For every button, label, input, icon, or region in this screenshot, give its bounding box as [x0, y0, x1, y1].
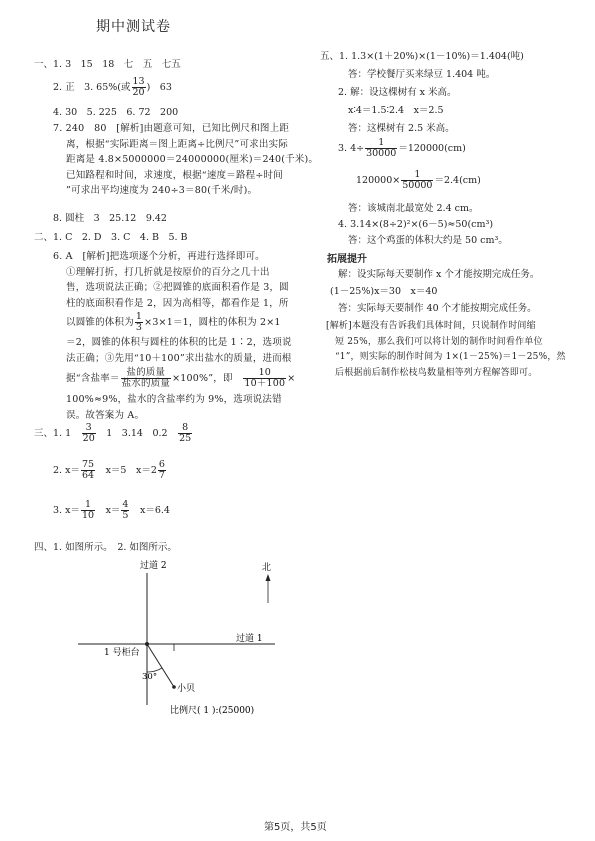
- s1-q7-line: 离，根据“实际距离＝图上距离÷比例尺”可求出实际: [66, 138, 288, 150]
- s2-line: 二、1. C 2. D 3. C 4. B 5. B: [34, 232, 188, 243]
- frac: $\frac{4}{5}$: [122, 499, 129, 521]
- s2-q6-line: 误。故答案为 A。: [66, 409, 145, 421]
- s2-q6: [53, 249, 295, 423]
- frac-one-third: $\frac{1}{3}$: [135, 311, 143, 333]
- s5-q3-line2: 120000× $\frac{1}{50000}$ ＝2.4(cm): [356, 169, 481, 191]
- s5-q1-answer: 答：学校餐厅买来绿豆 1.404 吨。: [348, 69, 496, 80]
- s1-q8: 8. 圆柱 3 25.12 9.42: [53, 213, 167, 224]
- road-1-label: 过道 1: [236, 634, 263, 644]
- s2-q6-line: ①理解打折，打几折就是按原价的百分之几十出: [66, 266, 270, 278]
- location-diagram: [70, 555, 300, 725]
- s5-q1: 五、1. 1.3×(1＋20%)×(1－10%)＝1.404(吨): [320, 51, 524, 62]
- s5-q4-answer: 答：这个鸡蛋的体积大约是 50 cm³。: [348, 235, 508, 246]
- s2-q6-line: 法正确；③先用“10＋100”求出盐水的质量，进而根: [66, 352, 292, 364]
- extension-line: 解：设实际每天要制作 x 个才能按期完成任务。: [338, 269, 540, 280]
- frac: $\frac{3}{20}$: [82, 422, 95, 444]
- frac: $\frac{8}{25}$: [179, 422, 192, 444]
- road-2-label: 过道 2: [140, 561, 167, 571]
- s1-q7-line: 距离是 4.8×5000000＝24000000(厘米)＝240(千米)。: [66, 154, 319, 165]
- angle-label: 30°: [142, 672, 158, 682]
- s1-q7-line: ”可求出平均速度为 240÷3＝80(千米/时)。: [66, 185, 258, 196]
- s1-q2-pre: 2. 正 3. 65%(或: [53, 81, 131, 93]
- analysis-line: “1”，则实际的制作时间为 1×(1－25%)＝1－25%，然: [335, 352, 566, 362]
- north-arrow-icon: [266, 574, 271, 581]
- frac: $\frac{6}{7}$: [158, 459, 165, 481]
- frac: $\frac{1}{10}$: [81, 499, 95, 521]
- xiaobei-label: 小贝: [177, 684, 196, 694]
- s2-q6-line: 据“含盐率＝ $\frac{\text{盐的质量}}{\text{盐水的质量}}$ ×100%”，即 $\frac{10}{10+100}$ ×: [66, 367, 296, 389]
- analysis-line: 后根据前后制作松枝鸟数量相等列方程解答即可。: [335, 367, 538, 378]
- s2-q6-line: 100%≈9%，盐水的含盐率约为 9%，选项说法错: [66, 394, 282, 405]
- s1-q1: 一、1. 3 15 18 七 五 七五: [34, 59, 181, 70]
- s2-q6-line: 以圆锥的体积为 $\frac{1}{3}$ ×3×1＝1，圆柱的体积为 2×1: [66, 311, 281, 333]
- s2-q6-line: 6. A [解析]把选项逐个分析，再进行选择即可。: [53, 251, 265, 262]
- s3-q3: 3. x＝ $\frac{1}{10}$ x＝ $\frac{4}{5}$ x＝6.4: [53, 499, 170, 521]
- scale-label: 比例尺( 1 ):(25000): [170, 706, 255, 716]
- page-title: 期中测试卷: [96, 19, 171, 35]
- cabinet-label: 1 号柜台: [104, 648, 140, 658]
- xiaobei-point: [172, 685, 176, 689]
- s1-q7-line: 已知路程和时间，求速度，根据“速度＝路程÷时间: [66, 169, 283, 181]
- s5-q2-answer: 答：这棵树有 2.5 米高。: [348, 123, 455, 134]
- s5-q3-line1: 3. 4÷ $\frac{1}{30000}$ ＝120000(cm): [338, 137, 466, 159]
- s1-q7-line: 7. 240 80 [解析]由题意可知，已知比例尺和图上距: [53, 123, 290, 134]
- s1-q2-post: ) 63: [146, 81, 172, 93]
- s5-q2: 2. 解：设这棵树有 x 米高。: [338, 87, 457, 98]
- s1-q4: 4. 30 5. 225 6. 72 200: [53, 107, 179, 118]
- s1-q7: [53, 121, 318, 199]
- s2-q6-line: 柱的底面积看作是 2，因为高相等，都看作是 1，所: [66, 297, 289, 309]
- frac-salt-rate: $\frac{\text{盐的质量}}{\text{盐水的质量}}$: [121, 367, 171, 389]
- s1-q2-frac: $\frac{13}{20}$: [132, 76, 145, 98]
- extension-analysis: [326, 319, 566, 381]
- s2-q6-line: ＝2，圆锥的体积与圆柱的体积的比是 1∶2，选项说: [66, 337, 292, 348]
- cabinet-point: [145, 642, 149, 646]
- s5-q4: 4. 3.14×(8÷2)²×(6－5)≈50(cm³): [338, 219, 494, 230]
- s3-q2: 2. x＝ $\frac{75}{64}$ x＝5 x＝2 $\frac{6}{7}$: [53, 459, 165, 481]
- page-number: 第5页，共5页: [264, 822, 327, 833]
- frac: $\frac{1}{50000}$: [402, 169, 433, 191]
- s5-q2-eq: x∶4＝1.5∶2.4 x＝2.5: [348, 105, 444, 116]
- extension-line: (1－25%)x＝30 x＝40: [330, 286, 438, 297]
- frac-salt-calc: $\frac{10}{10+100}$: [244, 367, 286, 389]
- analysis-line: [解析]本题没有告诉我们具体时间，只说制作时间缩: [326, 321, 536, 331]
- s4-line: 四、1. 如图所示。 2. 如图所示。: [34, 542, 177, 553]
- s5-q3-answer: 答：该城南北最宽处 2.4 cm。: [348, 203, 479, 214]
- frac: $\frac{75}{64}$: [81, 459, 95, 481]
- extension-line: 答：实际每天要制作 40 个才能按期完成任务。: [338, 303, 537, 314]
- s2-q6-line: 售，选项说法正确；②把圆锥的底面积看作是 3，圆: [66, 282, 289, 293]
- s1-q2: [53, 77, 172, 98]
- frac: $\frac{1}{30000}$: [366, 137, 397, 159]
- extension-title: 拓展提升: [327, 254, 367, 265]
- north-label: 北: [262, 563, 272, 573]
- analysis-line: 短 25%，那么我们可以将计划的制作时间看作单位: [335, 336, 543, 347]
- s3-q1: 三、1. 1 $\frac{3}{20}$ 1 3.14 0.2 $\frac{8}{25}$: [34, 422, 192, 444]
